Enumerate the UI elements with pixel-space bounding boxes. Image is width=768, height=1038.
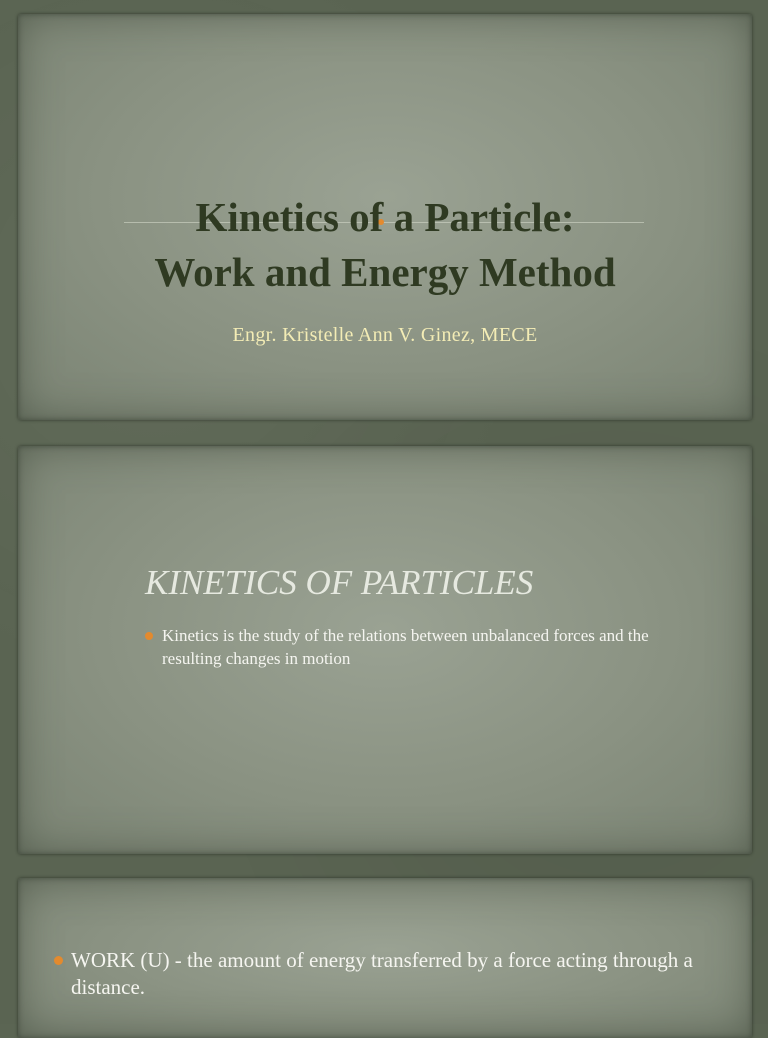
section-heading: KINETICS OF PARTICLES — [145, 563, 534, 602]
bullet-text: WORK (U) - the amount of energy transferred by a force acting through a distance. — [71, 948, 693, 999]
bullet-item — [145, 624, 705, 670]
bullet-list — [145, 624, 705, 670]
bullet-text: Kinetics is the study of the relations between unbalanced forces and the resulting changes in motion — [162, 626, 649, 668]
author-name: Engr. Kristelle Ann V. Ginez, MECE — [232, 324, 538, 346]
title-slide — [18, 14, 752, 420]
work-slide — [18, 878, 752, 1038]
bullet-dot-icon — [145, 632, 153, 640]
slide-title-line-1: Kinetics of a Particle: — [195, 194, 575, 240]
bullet-list — [54, 947, 694, 1001]
bullet-dot-icon — [54, 956, 63, 965]
kinetics-slide — [18, 446, 752, 854]
bullet-item — [54, 947, 694, 1001]
slide-title-line-2: Work and Energy Method — [154, 249, 616, 296]
slide-title — [18, 190, 752, 301]
